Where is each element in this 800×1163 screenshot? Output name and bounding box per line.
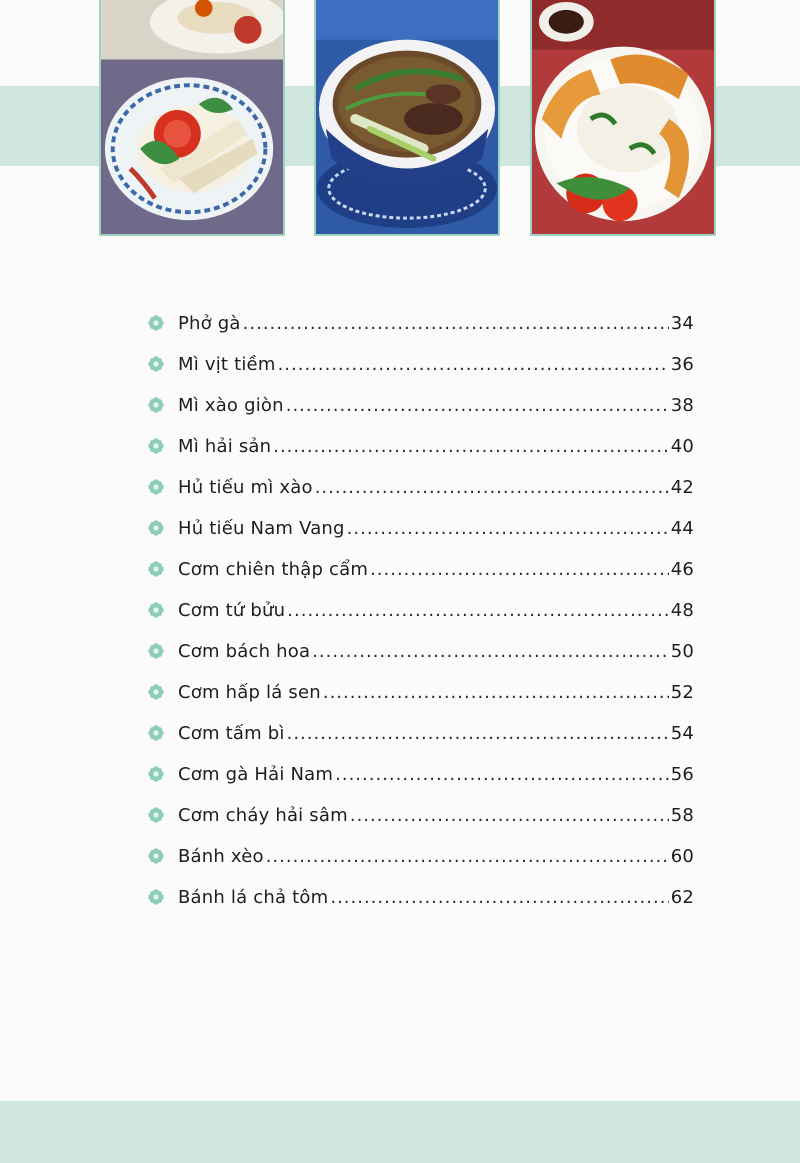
- flower-bullet-icon: [148, 438, 164, 454]
- flower-bullet-icon: [148, 643, 164, 659]
- toc-entry-page-number: 62: [670, 887, 694, 908]
- toc-entry-title: Mì vịt tiềm: [178, 354, 276, 375]
- toc-entry[interactable]: [148, 805, 694, 846]
- toc-entry[interactable]: [148, 641, 694, 682]
- toc-entry-page-number: 44: [670, 518, 694, 539]
- dot-leader: [266, 846, 669, 867]
- toc-entry-page-number: 50: [670, 641, 694, 662]
- toc-entry-title: Hủ tiếu Nam Vang: [178, 518, 345, 539]
- photo-rice-dish: [530, 0, 716, 236]
- toc-entry-title: Hủ tiếu mì xào: [178, 477, 313, 498]
- dot-leader: [335, 764, 669, 785]
- toc-entry[interactable]: [148, 600, 694, 641]
- toc-entry-page-number: 54: [670, 723, 694, 744]
- flower-bullet-icon: [148, 356, 164, 372]
- toc-entry[interactable]: [148, 313, 694, 354]
- dot-leader: [315, 477, 669, 498]
- toc-entry[interactable]: [148, 846, 694, 887]
- dot-leader: [278, 354, 669, 375]
- toc-entry[interactable]: [148, 395, 694, 436]
- toc-entry-title: Phở gà: [178, 313, 241, 334]
- dot-leader: [350, 805, 669, 826]
- flower-bullet-icon: [148, 520, 164, 536]
- flower-bullet-icon: [148, 315, 164, 331]
- toc-entry-page-number: 58: [670, 805, 694, 826]
- dot-leader: [243, 313, 669, 334]
- toc-entry[interactable]: [148, 436, 694, 477]
- flower-bullet-icon: [148, 561, 164, 577]
- toc-entry[interactable]: [148, 559, 694, 600]
- toc-entry-page-number: 52: [670, 682, 694, 703]
- dot-leader: [323, 682, 669, 703]
- flower-bullet-icon: [148, 397, 164, 413]
- dot-leader: [330, 887, 668, 908]
- toc-entry-title: Cơm bách hoa: [178, 641, 311, 662]
- toc-entry-title: Cơm tứ bửu: [178, 600, 286, 621]
- toc-entry-page-number: 34: [670, 313, 694, 334]
- toc-entry-page-number: 48: [670, 600, 694, 621]
- dot-leader: [273, 436, 668, 457]
- dot-leader: [347, 518, 669, 539]
- flower-bullet-icon: [148, 848, 164, 864]
- toc-entry[interactable]: [148, 887, 694, 928]
- toc-entry-title: Cơm gà Hải Nam: [178, 764, 334, 785]
- toc-entry-title: Bánh lá chả tôm: [178, 887, 329, 908]
- dot-leader: [312, 641, 669, 662]
- toc-entry-page-number: 36: [670, 354, 694, 375]
- dot-leader: [286, 395, 669, 416]
- toc-entry-title: Cơm cháy hải sâm: [178, 805, 348, 826]
- toc-entry[interactable]: [148, 477, 694, 518]
- toc-entry-title: Bánh xèo: [178, 846, 264, 867]
- toc-entry[interactable]: [148, 682, 694, 723]
- toc-entry-page-number: 60: [670, 846, 694, 867]
- toc-entry-page-number: 38: [670, 395, 694, 416]
- toc-entry[interactable]: [148, 723, 694, 764]
- toc-entry[interactable]: [148, 518, 694, 559]
- flower-bullet-icon: [148, 766, 164, 782]
- toc-entry-title: Mì xào giòn: [178, 395, 284, 416]
- flower-bullet-icon: [148, 602, 164, 618]
- toc-entry-page-number: 42: [670, 477, 694, 498]
- toc-entry-title: Mì hải sản: [178, 436, 272, 457]
- flower-bullet-icon: [148, 725, 164, 741]
- photo-chicken-dish: [99, 0, 285, 236]
- toc-entry-title: Cơm hấp lá sen: [178, 682, 321, 703]
- flower-bullet-icon: [148, 807, 164, 823]
- toc-entry[interactable]: [148, 354, 694, 395]
- toc-entry-page-number: 56: [670, 764, 694, 785]
- flower-bullet-icon: [148, 684, 164, 700]
- toc-entry-title: Cơm tấm bì: [178, 723, 285, 744]
- toc-entry-page-number: 46: [670, 559, 694, 580]
- toc-entry[interactable]: [148, 764, 694, 805]
- toc-entry-page-number: 40: [670, 436, 694, 457]
- dot-leader: [287, 600, 668, 621]
- dot-leader: [287, 723, 669, 744]
- flower-bullet-icon: [148, 889, 164, 905]
- flower-bullet-icon: [148, 479, 164, 495]
- bottom-color-band: [0, 1101, 800, 1163]
- table-of-contents: [148, 313, 694, 928]
- dot-leader: [370, 559, 669, 580]
- photo-pho-bowl: [314, 0, 500, 236]
- toc-entry-title: Cơm chiên thập cẩm: [178, 559, 369, 580]
